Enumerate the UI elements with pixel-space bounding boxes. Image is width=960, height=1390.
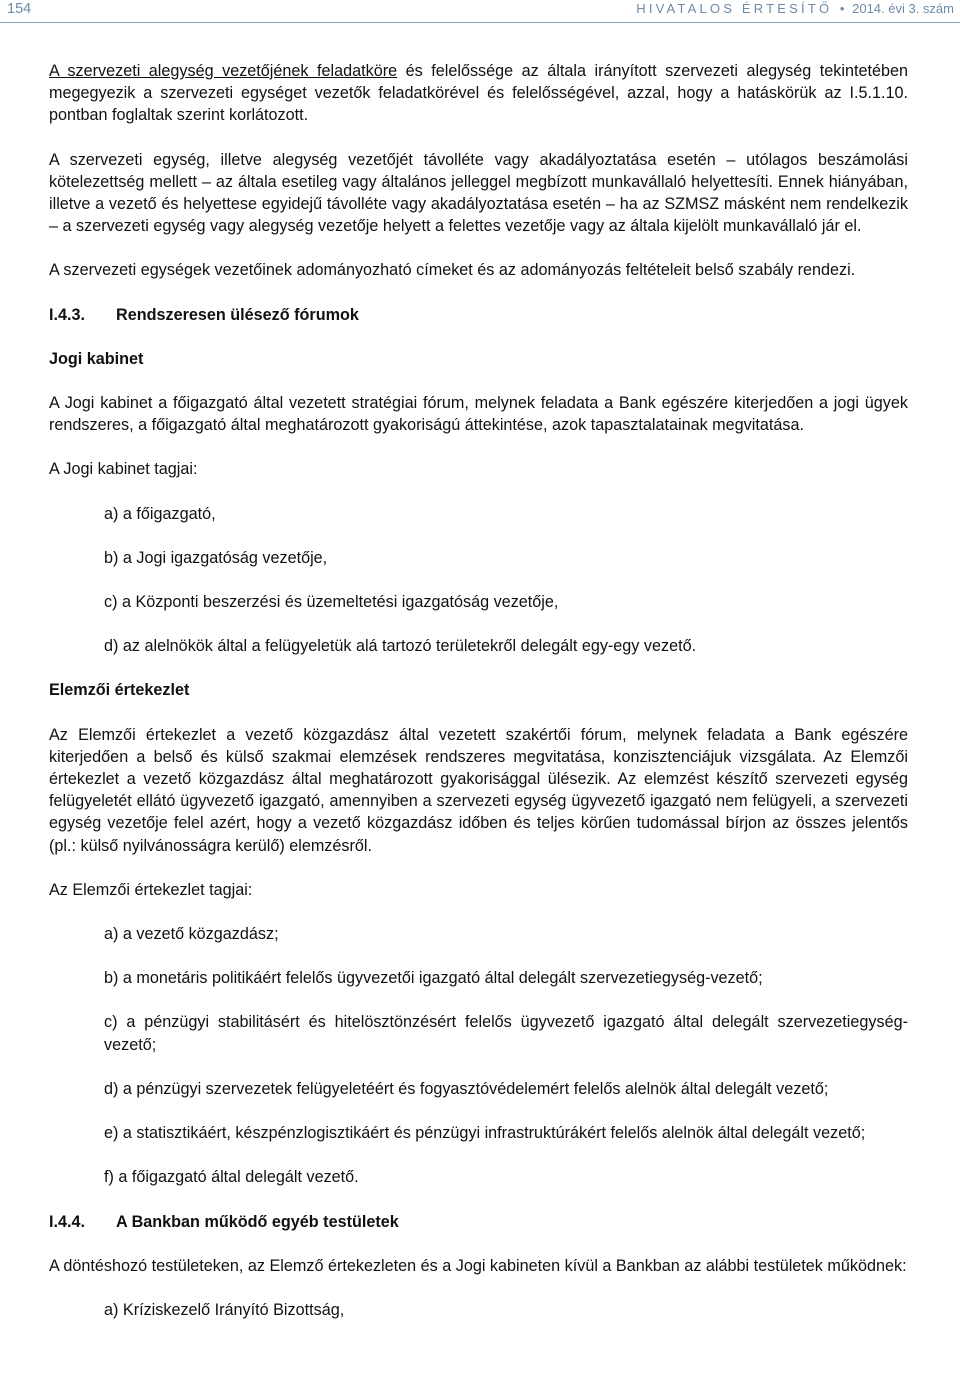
section-title: Rendszeresen ülésező fórumok xyxy=(116,305,359,324)
section-title: A Bankban működő egyéb testületek xyxy=(116,1212,399,1231)
publication-title: HIVATALOS ÉRTESÍTŐ xyxy=(636,1,833,16)
list-item: c) a pénzügyi stabilitásért és hitelösztönzésért felelős ügyvezető igazgató által delegált szervezetiegység-vezető; xyxy=(104,1013,908,1054)
list-item: f) a főigazgató által delegált vezető. xyxy=(104,1168,359,1187)
issue-label: 2014. évi 3. szám xyxy=(852,1,954,16)
legal-cabinet-members-intro: A Jogi kabinet tagjai: xyxy=(49,460,198,479)
intro-underlined-text: A szervezeti alegység vezetőjének feladatköre xyxy=(49,62,398,80)
list-item: a) a vezető közgazdász; xyxy=(104,925,279,944)
analyst-meeting-description: Az Elemzői értekezlet a vezető közgazdász által vezetett szakértői fórum, melynek feladata a Bank egészére kiterjedően a belső és külső szakmai elemzések rendszeres megvitatása, konzisztenciájuk vizsgálata. Az Elemzői értekezlet a vezető közgazdász által meghatározott gyakorisággal ülésezik. Az elemzést készítő szervezeti egység felügyeletét ellátó ügyvezető igazgató, amennyiben a szervezeti egység ügyvezető igazgató nem felügyeli, a szervezeti egység vezetője felel azért, hogy a vezető közgazdász időben és teljes körűen tudomással bírjon az összes jelentős (pl.: külső nyilvánosságra kerülő) elemzésről. xyxy=(49,725,908,855)
list-item: a) Kríziskezelő Irányító Bizottság, xyxy=(104,1300,345,1319)
list-item: a) a főigazgató, xyxy=(104,504,216,523)
intro-rest-text: és felelőssége az általa irányított szervezeti alegység tekintetében megegyezik a szervezeti egységet vezetők feladatkörével és felelősségével, azzal, hogy a hatáskörük az I.5.1.10. pontban foglaltak szerint korlátozott. xyxy=(49,62,908,125)
header-rule xyxy=(0,22,960,23)
legal-cabinet-description: A Jogi kabinet a főigazgató által vezetett stratégiai fórum, melynek feladata a Bank egészére kiterjedően a jogi ügyek rendszeres, a főigazgató által meghatározott gyakoriságú áttekintése, azok tapasztalatainak megvitatása. xyxy=(49,394,908,435)
page-number: 154 xyxy=(7,1,32,17)
list-item: d) az alelnökök által a felügyeletük alá tartozó területekről delegált egy-egy vezető. xyxy=(104,637,697,656)
substitute-paragraph: A szervezeti egység, illetve alegység vezetőjét távolléte vagy akadályoztatása esetén – utólagos beszámolási kötelezettség mellett – az általa esetileg vagy általános jelleggel megbízott munkavállaló helyettesíti. Ennek hiányában, illetve a vezető és helyettese egyidejű távolléte vagy akadályoztatása esetén – ha az SZMSZ másként nem rendelkezik – a szervezeti egység vagy alegység vezetője helyett a felettes vezetője vagy az általa kijelölt munkavállaló jár el. xyxy=(49,150,908,236)
titles-paragraph: A szervezeti egységek vezetőinek adományozható címeket és az adományozás feltételeit belső szabály rendezi. xyxy=(49,261,856,280)
running-header xyxy=(0,0,960,20)
list-item: b) a Jogi igazgatóság vezetője, xyxy=(104,548,328,567)
page-content xyxy=(49,60,908,1321)
publication-header xyxy=(636,1,954,16)
other-bodies-list xyxy=(49,1299,908,1321)
legal-cabinet-member-list xyxy=(49,503,908,658)
section-number: I.4.4. xyxy=(49,1212,85,1231)
other-bodies-intro: A döntéshozó testületeken, az Elemző értekezleten és a Jogi kabineten kívül a Bankban az alábbi testületek működnek: xyxy=(49,1256,907,1275)
analyst-meeting-heading: Elemzői értekezlet xyxy=(49,681,190,700)
legal-cabinet-heading: Jogi kabinet xyxy=(49,349,144,368)
section-heading-1-4-4 xyxy=(49,1211,908,1233)
analyst-meeting-members-intro: Az Elemzői értekezlet tagjai: xyxy=(49,880,253,899)
section-number: I.4.3. xyxy=(49,305,85,324)
header-bullet: • xyxy=(839,1,845,16)
intro-paragraph xyxy=(49,60,908,127)
list-item: b) a monetáris politikáért felelős ügyvezetői igazgató által delegált szervezetiegység-vezető; xyxy=(104,969,763,988)
list-item: d) a pénzügyi szervezetek felügyeletéért és fogyasztóvédelemért felelős alelnök által delegált vezető; xyxy=(104,1079,829,1098)
list-item: e) a statisztikáért, készpénzlogisztikáért és pénzügyi infrastruktúrákért felelős alelnök által delegált vezető; xyxy=(104,1124,866,1143)
list-item: c) a Központi beszerzési és üzemeltetési igazgatóság vezetője, xyxy=(104,593,559,612)
section-heading-1-4-3 xyxy=(49,304,908,326)
analyst-meeting-member-list xyxy=(49,923,908,1188)
